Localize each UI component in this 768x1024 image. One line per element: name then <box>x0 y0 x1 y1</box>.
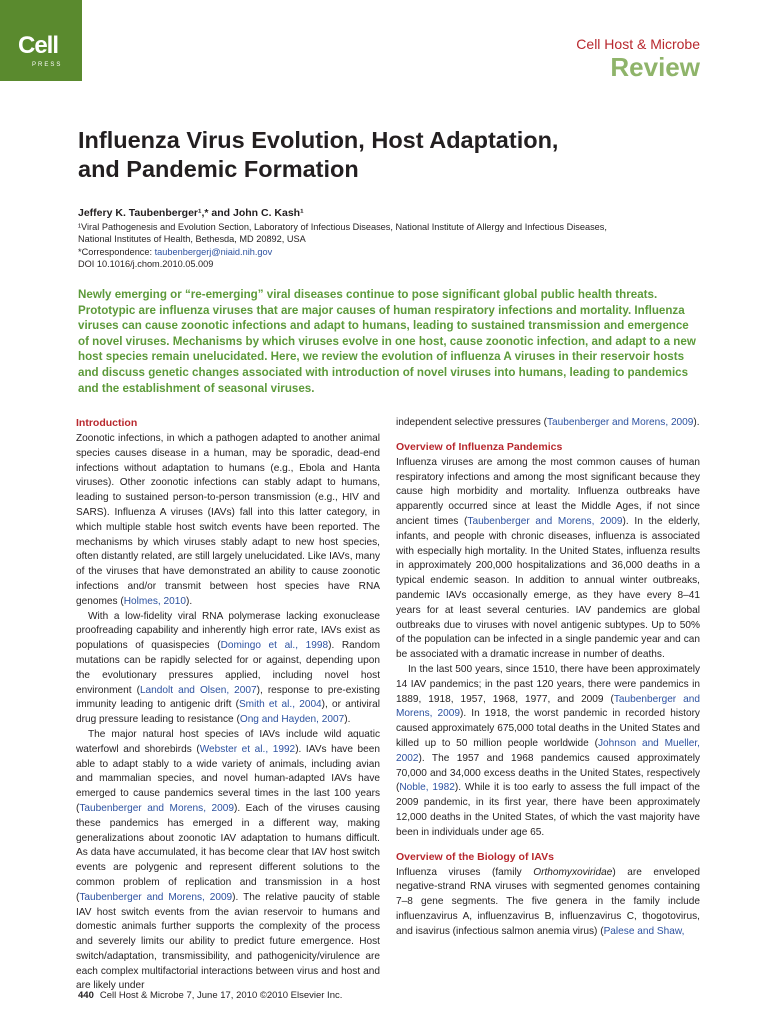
citation-link[interactable]: Taubenberger and Morens, 2009 <box>396 693 700 720</box>
footer-citation: Cell Host & Microbe 7, June 17, 2010 ©2010 Elsevier Inc. <box>99 990 343 1001</box>
affiliation-line: ¹Viral Pathogenesis and Evolution Section, Laboratory of Infectious Diseases, National Institute of Allergy and Infectious Diseases, <box>78 222 607 232</box>
citation-link[interactable]: Smith et al., 2004 <box>238 699 322 711</box>
section-label: Review <box>610 52 700 82</box>
journal-name: Cell Host & Microbe <box>576 36 700 52</box>
page-number: 440 <box>78 990 94 1001</box>
doi: DOI 10.1016/j.chom.2010.05.009 <box>78 259 214 270</box>
citation-link[interactable]: Webster et al., 1992 <box>199 743 296 755</box>
correspondence-label: *Correspondence: <box>78 246 155 257</box>
citation-link[interactable]: Palese and Shaw, <box>603 925 685 937</box>
introduction-heading: Introduction <box>76 417 138 429</box>
affiliation-line: National Institutes of Health, Bethesda, MD 20892, USA <box>78 234 306 245</box>
paragraph: In the last 500 years, since 1510, there have been approximately 14 IAV pandemics; in the past 120 years, there were pandemics in 1889, 1918, 1957, 1968, 1977, and 2009 (Taubenberger and Morens, 2009). In 1918, the worst pandemic in recorded history caused approximately 675,000 total deaths in the United States and killed up to 50 million people worldwide (Johnson and Mueller, 2002). The 1957 and 1968 pandemics caused approximately 70,000 and 34,000 excess deaths in the United States, respectively (Noble, 1982). While it is too early to assess the full impact of the 2009 pandemic, in its first year, there have been approximately 12,000 deaths in the United States, of which the vast majority have been in individuals under age 65. <box>396 663 701 838</box>
author-list: Jeffery K. Taubenberger¹,* and John C. Kash¹ <box>78 207 304 219</box>
paragraph: Influenza viruses are among the most common causes of human respiratory infections and among the most significant because they cause high morbidity and mortality. Influenza outbreaks have apparently occurred since at least the Middle Ages, if not since ancient times (Taubenberger and Morens, 2009). In the elderly, infants, and people with chronic diseases, influenza is associated with especially high mortality. In the United States, influenza results in approximately 200,000 hospitalizations and 36,000 deaths in a typical endemic season. In addition to annual winter outbreaks, pandemic IAVs occasionally emerge, as they have every 8–41 years for at least several centuries. IAV pandemics are global outbreaks due to viruses with novel antigenic subtypes. Up to 50% of the population can be infected in a single pandemic year and can be associated with a dramatic increase in number of deaths. <box>396 456 700 661</box>
biology-heading: Overview of the Biology of IAVs <box>396 850 554 863</box>
paragraph: Zoonotic infections, in which a pathogen adapted to another animal species causes disease in a human, may be sporadic, dead-end infections without adaptation to humans (e.g., Ebola and Hanta viruses). Other zoonotic infections can stably adapt to humans, leading to sustained person-to-person transmission (e.g., HIV and SARS). Influenza A viruses (IAVs) fall into this latter category, in which multiple stable host switch events have been reported. The mechanisms by which viruses stably adapt to new host species, often distantly related, are still largely unelucidated. Like IAVs, many of the viruses that have demonstrated an ability to cause zoonotic infections and/or transmit between host species have RNA genomes (Holmes, 2010). <box>76 433 380 607</box>
citation-link[interactable]: Taubenberger and Morens, 2009 <box>467 515 623 527</box>
right-column <box>396 416 700 940</box>
citation-link[interactable]: Ong and Hayden, 2007 <box>239 714 345 726</box>
cell-press-logo <box>0 0 82 81</box>
citation-link[interactable]: Johnson and Mueller, 2002 <box>396 737 700 764</box>
paragraph: independent selective pressures (Taubenberger and Morens, 2009). <box>396 417 700 428</box>
citation-link[interactable]: Domingo et al., 1998 <box>220 640 329 652</box>
correspondence-email-link[interactable]: taubenbergerj@niaid.nih.gov <box>154 246 273 257</box>
citation-link[interactable]: Taubenberger and Morens, 2009 <box>79 802 234 814</box>
left-column <box>76 416 380 994</box>
correspondence <box>78 246 718 258</box>
citation-link[interactable]: Noble, 1982 <box>399 782 455 794</box>
pandemics-heading: Overview of Influenza Pandemics <box>396 440 563 453</box>
paragraph: Influenza viruses (family Orthomyxoviridae) are enveloped negative-strand RNA viruses with segmented genomes containing 7–8 gene segments. The five genera in the family include influenzavirus A, influenzavirus B, influenzavirus C, thogotovirus, and isavirus (infectious salmon anemia virus) (Palese and Shaw, <box>396 866 700 937</box>
article-title <box>78 126 698 184</box>
paragraph: With a low-fidelity viral RNA polymerase lacking exonuclease proofreading capability and inherently high error rate, IAVs exist as populations of quasispecies (Domingo et al., 1998). Random mutations can be rapidly selected for or against, depending upon the evolutionary pressures applied, including novel host environment (Landolt and Olsen, 2007), response to pre-existing immunity leading to antigenic drift (Smith et al., 2004), or antiviral drug pressure leading to resistance (Ong and Hayden, 2007). <box>76 610 381 726</box>
abstract: Newly emerging or “re-emerging” viral diseases continue to pose significant global public health threats. Prototypic are influenza viruses that are major causes of human respiratory infections and mortality. Influenza viruses can cause zoonotic infections and adapt to humans, leading to sustained transmission and emergence of novel viruses. Mechanisms by which viruses evolve in one host, cause zoonotic infection, and adapt to a new host species remain unelucidated. Here, we review the evolution of influenza A viruses in their reservoir hosts and discuss genetic changes associated with introduction of novel viruses into humans, leading to pandemics and the establishment of seasonal viruses. <box>78 288 696 395</box>
title-line: and Pandemic Formation <box>78 156 359 182</box>
page-footer <box>78 990 342 1001</box>
title-line: Influenza Virus Evolution, Host Adaptation, <box>78 127 559 153</box>
citation-link[interactable]: Taubenberger and Morens, 2009 <box>79 891 233 903</box>
affiliation-block <box>78 221 718 271</box>
citation-link[interactable]: Landolt and Olsen, 2007 <box>139 684 257 696</box>
logo-wordmark: Cell <box>18 32 59 59</box>
logo-subtitle: PRESS <box>32 62 63 68</box>
citation-link[interactable]: Taubenberger and Morens, 2009 <box>546 417 694 428</box>
citation-link[interactable]: Holmes, 2010 <box>123 595 186 607</box>
paragraph: The major natural host species of IAVs include wild aquatic waterfowl and shorebirds (Webster et al., 1992). IAVs have been able to adapt stably to a wide variety of animals, including avian and mammalian species, and novel human-adapted IAVs have emerged to cause pandemics several times in the last 100 years (Taubenberger and Morens, 2009). Each of the viruses causing these pandemics has emerged in a different way, making generalizations about zoonotic IAV adaptation to humans difficult. As data have accumulated, it has become clear that IAV host switch events are polygenic and represent different solutions to the common problem of replication and transmission in a host (Taubenberger and Morens, 2009). The relative paucity of stable IAV host switch events from the avian reservoir to humans and domestic animals further supports the complexity of the process and severely limits our ability to predict future emergence. Host switch/adaptation, transmissibility, and pathogenicity/virulence are each complex multifactorial interactions between virus and host and are likely under <box>76 728 380 992</box>
